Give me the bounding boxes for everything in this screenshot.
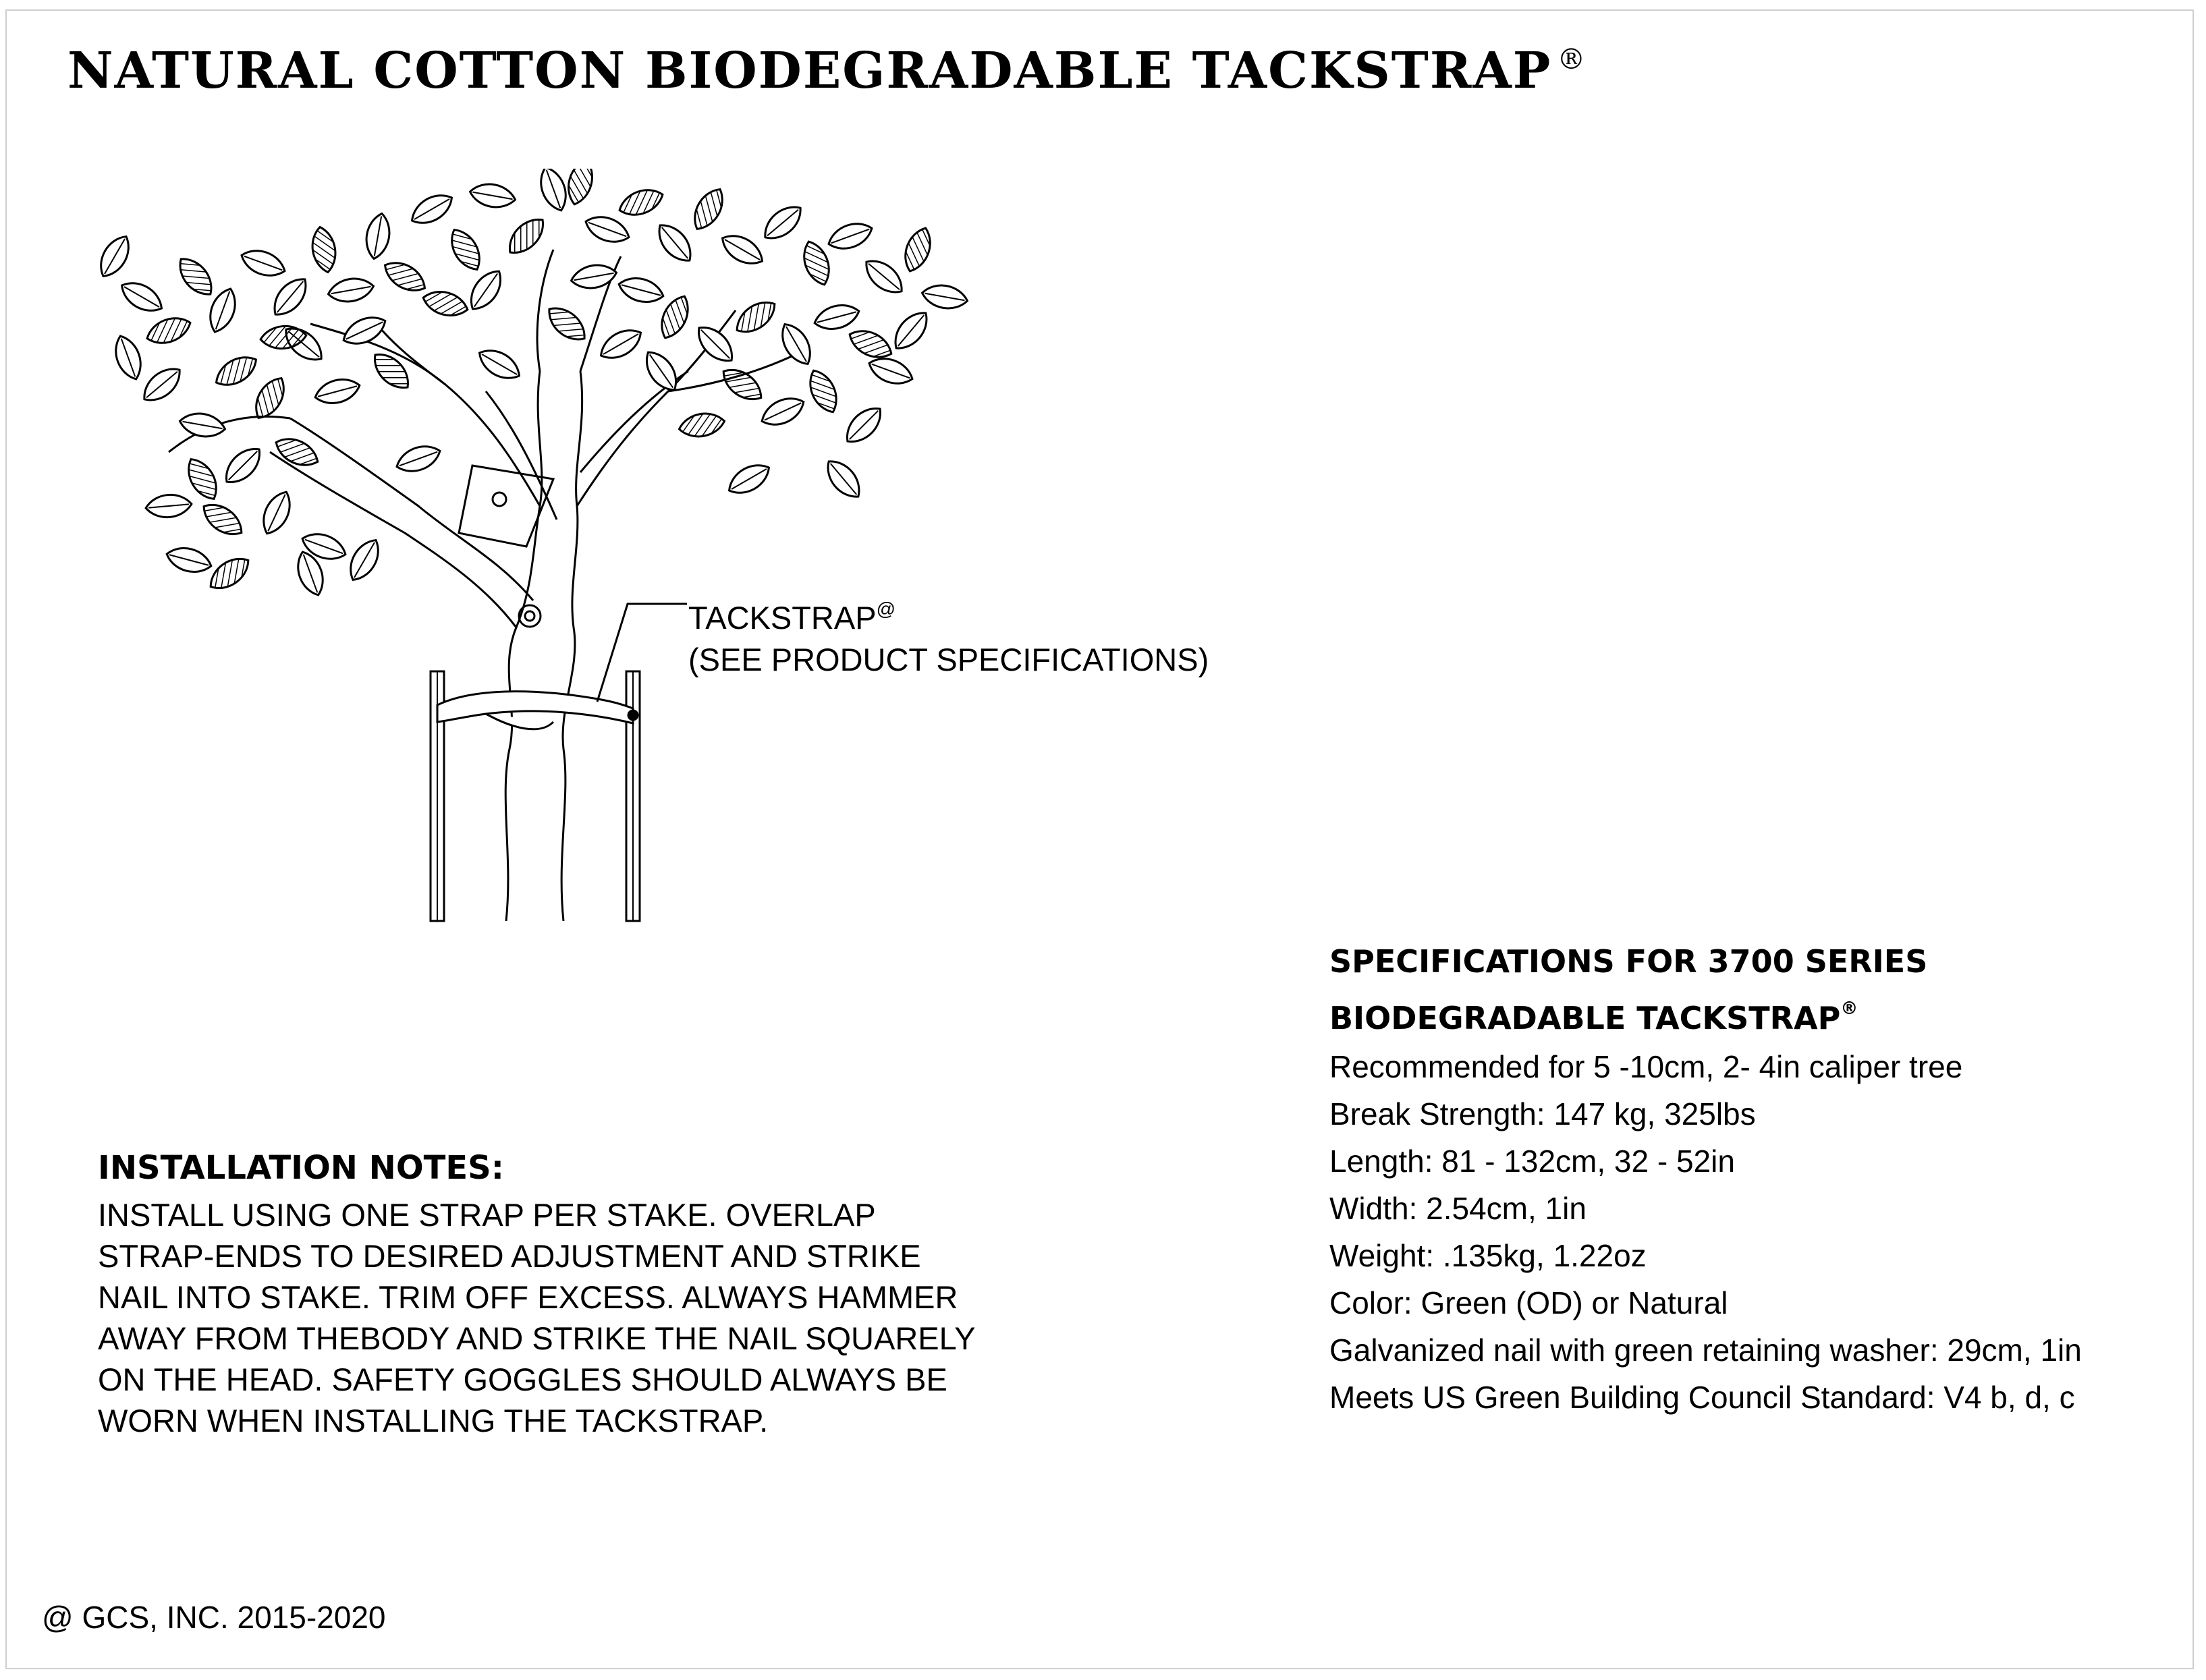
installation-notes [98, 1147, 1110, 1441]
installation-heading: INSTALLATION NOTES: [98, 1149, 504, 1187]
callout-leader [597, 604, 687, 702]
spec-item: Color: Green (OD) or Natural [1329, 1285, 1728, 1320]
installation-line: WORN WHEN INSTALLING THE TACKSTRAP. [98, 1403, 769, 1438]
installation-line: ON THE HEAD. SAFETY GOGGLES SHOULD ALWAYS BE [98, 1362, 947, 1397]
installation-line: STRAP-ENDS TO DESIRED ADJUSTMENT AND STRIKE [98, 1238, 921, 1274]
spec-item: Recommended for 5 -10cm, 2- 4in caliper tree [1329, 1049, 1963, 1084]
spec-item: Length: 81 - 132cm, 32 - 52in [1329, 1144, 1735, 1179]
specs-heading-line2 [1329, 985, 2173, 1042]
specs-heading-text: BIODEGRADABLE TACKSTRAP [1329, 1000, 1841, 1036]
specs-heading-line1: SPECIFICATIONS FOR 3700 SERIES [1329, 943, 1928, 980]
spec-item: Break Strength: 147 kg, 325lbs [1329, 1096, 1756, 1131]
specs-registered-mark: ® [1840, 999, 1858, 1019]
tackstrap-callout [688, 588, 1209, 681]
callout-mark: @ [876, 598, 895, 619]
spec-item: Galvanized nail with green retaining washer: 29cm, 1in [1329, 1333, 2082, 1368]
tackstrap-strap [437, 692, 638, 729]
specifications [1329, 938, 2173, 1421]
installation-line: NAIL INTO STAKE. TRIM OFF EXCESS. ALWAYS HAMMER [98, 1279, 958, 1315]
page-title [67, 42, 1587, 100]
callout-label-text: TACKSTRAP [688, 600, 877, 636]
tree-staking-illustration [67, 169, 1046, 924]
spec-item: Width: 2.54cm, 1in [1329, 1191, 1587, 1226]
spec-item: Meets US Green Building Council Standard: V4 b, d, c [1329, 1380, 2075, 1415]
installation-line: INSTALL USING ONE STRAP PER STAKE. OVERLAP [98, 1197, 876, 1233]
callout-reference: (SEE PRODUCT SPECIFICATIONS) [688, 642, 1209, 677]
callout-label [688, 588, 1209, 639]
specs-list [1329, 1043, 2173, 1421]
installation-line: AWAY FROM THEBODY AND STRIKE THE NAIL SQUARELY [98, 1320, 976, 1356]
copyright-notice: @ GCS, INC. 2015-2020 [42, 1600, 386, 1635]
registered-mark: ® [1557, 43, 1587, 76]
title-text: NATURAL COTTON BIODEGRADABLE TACKSTRAP [67, 42, 1552, 100]
spec-item: Weight: .135kg, 1.22oz [1329, 1238, 1647, 1273]
